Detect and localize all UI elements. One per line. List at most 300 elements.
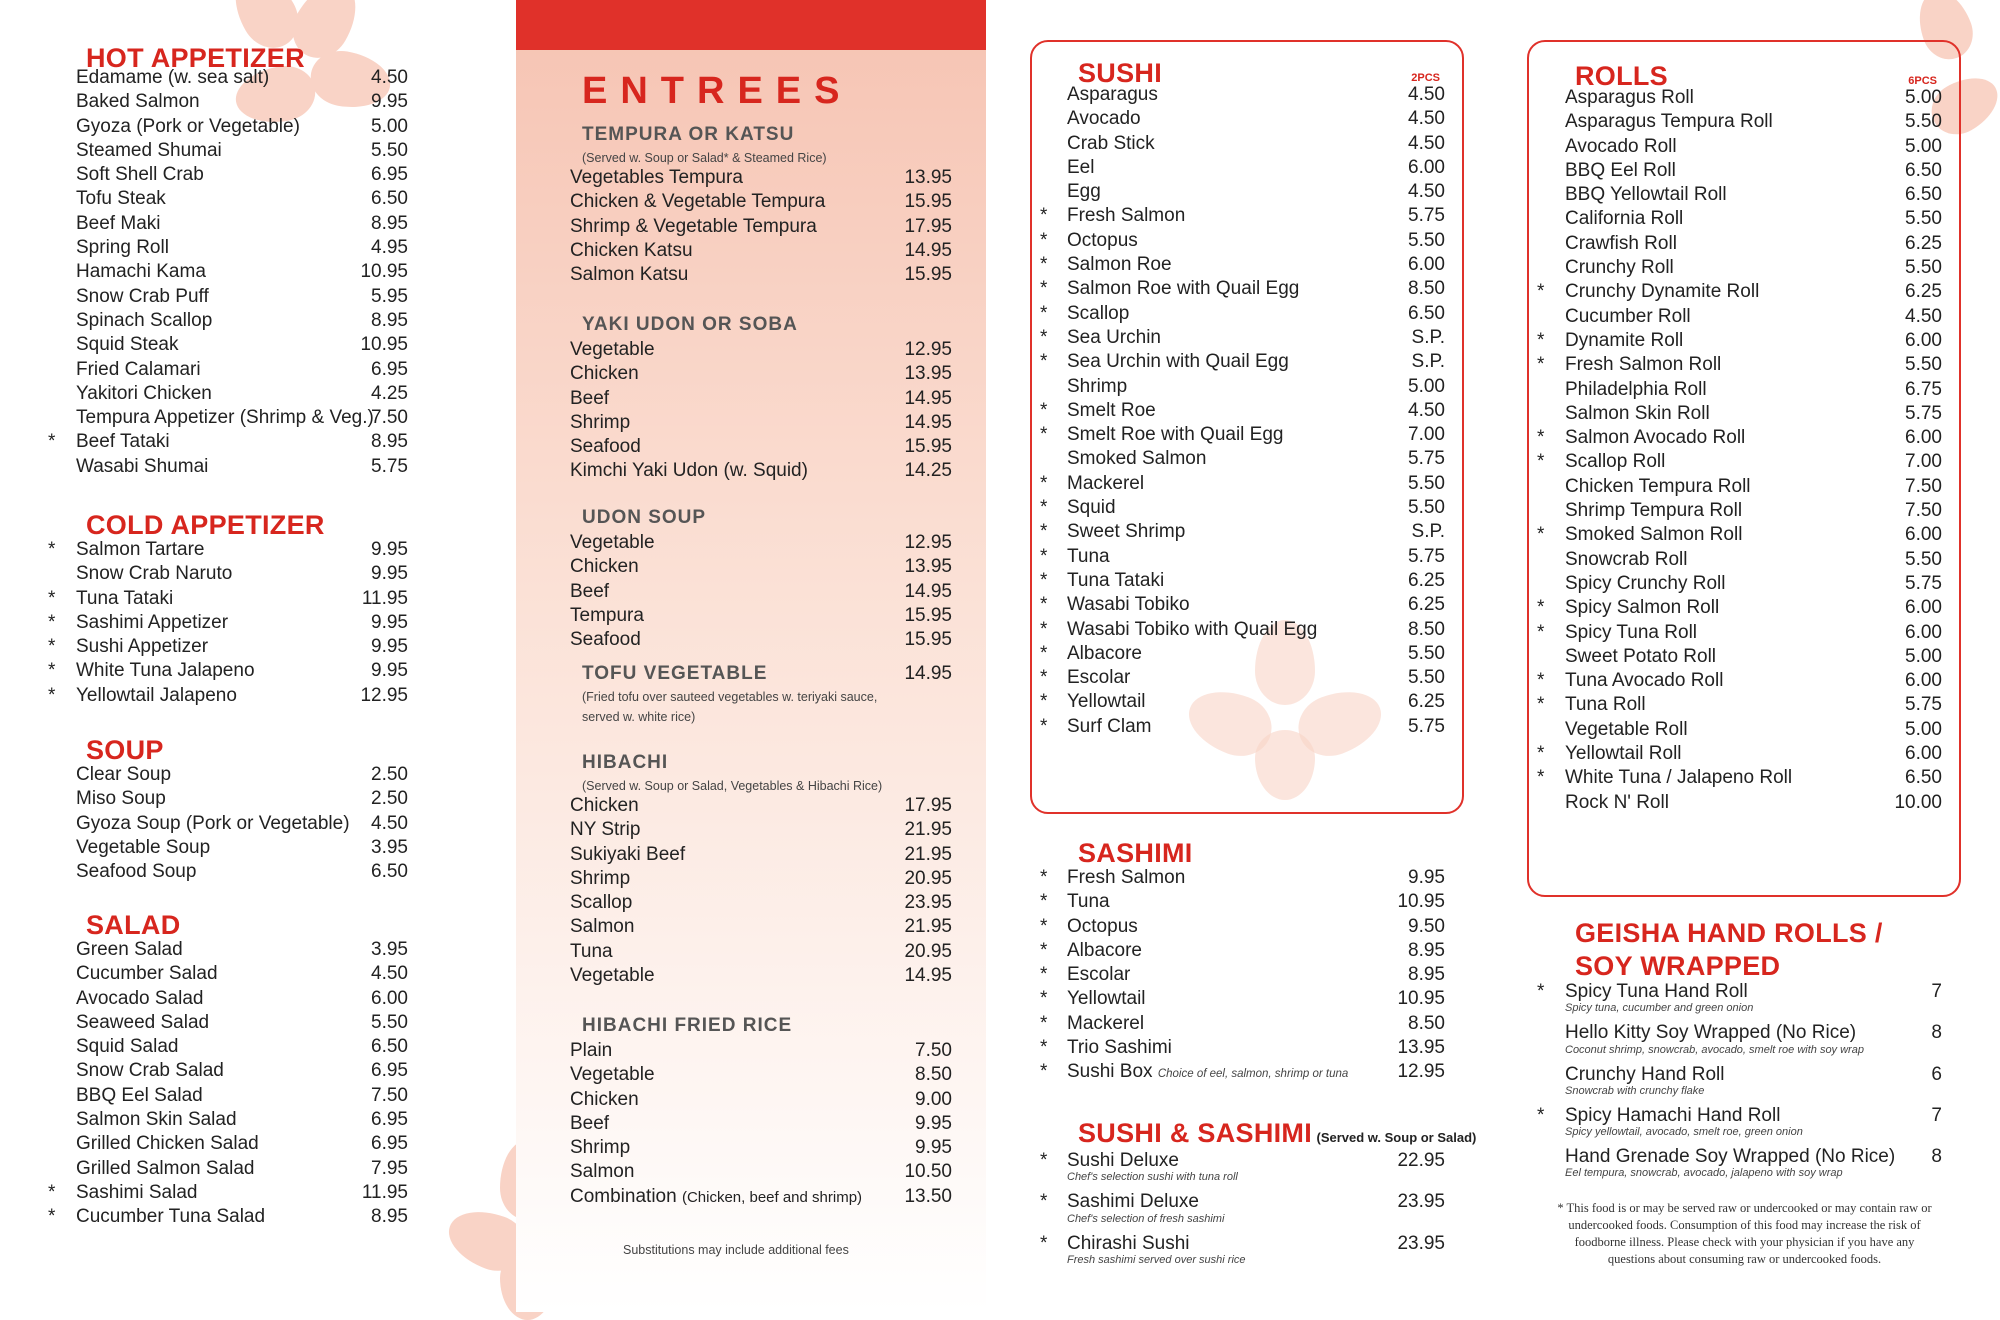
menu-item <box>516 190 986 214</box>
item-name: BBQ Yellowtail Roll <box>1565 184 1727 206</box>
menu-item <box>48 659 458 683</box>
item-name: Octopus <box>1067 229 1138 251</box>
item-price: 5.00 <box>371 115 408 137</box>
subsection-title: TOFU VEGETABLE <box>582 663 768 684</box>
menu-item <box>1040 399 1455 423</box>
item-name: Soft Shell Crab <box>76 164 204 186</box>
item-price: 8.95 <box>371 309 408 331</box>
item-name: Salmon <box>570 916 635 938</box>
portion-label: 2PCS <box>1411 72 1440 84</box>
section-title: SASHIMI <box>1078 838 1193 868</box>
disclaimer-line: undercooked foods. Consumption of this food may increase the risk of <box>1568 1218 1921 1232</box>
menu-item <box>1040 277 1455 301</box>
menu-item <box>48 187 458 211</box>
item-name: Hello Kitty Soy Wrapped (No Rice) <box>1565 1022 1857 1044</box>
item-price: 6.95 <box>371 164 408 186</box>
menu-item <box>516 940 986 964</box>
item-name: Avocado Salad <box>76 987 204 1009</box>
menu-item <box>1537 523 1952 547</box>
item-price: S.P. <box>1411 351 1445 373</box>
menu-item <box>1040 642 1455 666</box>
menu-item <box>48 763 458 787</box>
menu-item <box>1537 1104 1952 1139</box>
raw-indicator: * <box>1040 667 1048 689</box>
item-name: Wasabi Tobiko with Quail Egg <box>1067 618 1318 640</box>
item-name: Vegetable <box>570 965 655 987</box>
section-sushi-and-sashimi <box>1040 1118 1477 1273</box>
item-name: Philadelphia Roll <box>1565 378 1707 400</box>
item-name: Sushi Deluxe <box>1067 1150 1179 1171</box>
item-price: 7.50 <box>1905 500 1942 522</box>
raw-indicator: * <box>1040 205 1048 227</box>
item-name: Salmon Avocado Roll <box>1565 427 1746 449</box>
item-name: Escolar <box>1067 964 1131 986</box>
item-name: Mackerel <box>1067 472 1145 494</box>
disclaimer-line: questions about consuming raw or undercooked foods. <box>1607 1252 1882 1266</box>
item-price: 20.95 <box>904 867 952 889</box>
item-price: 21.95 <box>904 916 952 938</box>
raw-indicator: * <box>1040 1037 1048 1059</box>
item-name: Cucumber Tuna Salad <box>76 1206 266 1228</box>
raw-indicator: * <box>1040 229 1048 251</box>
raw-indicator: * <box>1040 618 1048 640</box>
menu-item <box>48 962 458 986</box>
item-name: Cucumber Roll <box>1565 305 1691 327</box>
menu-item <box>1537 280 1952 304</box>
item-name: Surf Clam <box>1067 715 1152 737</box>
raw-indicator: * <box>1537 1104 1545 1126</box>
subsection-note: served w. white rice) <box>582 710 696 724</box>
menu-item <box>48 587 458 611</box>
item-name: Sashimi Salad <box>76 1181 198 1203</box>
menu-item <box>516 843 986 867</box>
item-price: 4.50 <box>1408 132 1445 154</box>
item-price: 6.25 <box>1905 281 1942 303</box>
item-description: Coconut shrimp, snowcrab, avocado, smelt roe with soy wrap <box>1565 1043 1864 1056</box>
disclaimer-line: foodborne illness. Please check with your physician if you have any <box>1574 1235 1915 1249</box>
item-name: Shrimp Tempura Roll <box>1565 500 1743 522</box>
section-title: GEISHA HAND ROLLS / <box>1575 918 1883 948</box>
menu-item <box>1040 890 1455 914</box>
menu-item <box>48 938 458 962</box>
menu-item <box>1040 180 1455 204</box>
item-price: 6 <box>1931 1063 1942 1085</box>
item-name: Yellowtail <box>1067 988 1146 1010</box>
menu-item <box>516 338 986 362</box>
menu-item <box>1040 1012 1455 1036</box>
subsection-hibachi <box>516 752 986 988</box>
item-price: 13.95 <box>904 167 952 188</box>
item-name: Beef <box>570 387 610 409</box>
item-name: Egg <box>1067 181 1101 203</box>
item-name: Snow Crab Salad <box>76 1060 224 1082</box>
item-name: Scallop Roll <box>1565 451 1666 473</box>
raw-indicator: * <box>1040 254 1048 276</box>
item-price: 6.00 <box>1408 254 1445 276</box>
raw-food-disclaimer <box>1537 1200 1952 1268</box>
menu-item <box>48 212 458 236</box>
subsection-title: TEMPURA OR KATSU <box>582 124 795 145</box>
item-name: Spicy Salmon Roll <box>1565 597 1720 619</box>
item-name: BBQ Eel Roll <box>1565 159 1676 181</box>
item-price: 6.00 <box>1905 597 1942 619</box>
item-price: 6.95 <box>371 1109 408 1131</box>
raw-indicator: * <box>1040 891 1048 913</box>
item-price: 6.00 <box>1905 329 1942 351</box>
menu-item <box>1537 718 1952 742</box>
item-price: 6.95 <box>371 1060 408 1082</box>
subsection-udon-soup <box>516 507 986 652</box>
raw-indicator: * <box>1537 981 1545 1002</box>
item-name: Escolar <box>1067 667 1131 689</box>
item-price: 6.50 <box>1905 184 1942 206</box>
item-name: Miso Soup <box>76 788 166 810</box>
item-description: Spicy tuna, cucumber and green onion <box>1565 1002 1754 1015</box>
item-price: 7.95 <box>371 1157 408 1179</box>
item-price: 6.50 <box>371 861 408 883</box>
section-title: HOT APPETIZER <box>86 43 305 73</box>
item-price: 12.95 <box>904 532 952 553</box>
raw-indicator: * <box>48 660 56 682</box>
subsection-note: (Served w. Soup or Salad* & Steamed Rice) <box>582 151 827 165</box>
item-name: Yellowtail Roll <box>1565 743 1682 765</box>
item-name: Sweet Potato Roll <box>1565 645 1717 667</box>
menu-item <box>1537 183 1952 207</box>
section-title: SALAD <box>86 910 181 940</box>
item-name: Gyoza (Pork or Vegetable) <box>76 115 300 137</box>
menu-item <box>48 333 458 357</box>
item-price: 13.95 <box>904 556 952 578</box>
item-name: Vegetable Soup <box>76 836 211 858</box>
entrees-title: ENTREES <box>582 70 853 112</box>
section-title: SOY WRAPPED <box>1575 951 1781 981</box>
menu-item <box>48 987 458 1011</box>
item-name: Salmon Roe <box>1067 254 1172 276</box>
item-name: Sea Urchin with Quail Egg <box>1067 351 1289 373</box>
menu-item <box>1040 1036 1455 1060</box>
item-price: 14.95 <box>904 965 952 987</box>
menu-item <box>48 285 458 309</box>
menu-item <box>1040 939 1455 963</box>
raw-indicator: * <box>1537 329 1545 351</box>
menu-item <box>516 435 986 459</box>
menu-item <box>1537 669 1952 693</box>
menu-item <box>516 1112 986 1136</box>
menu-item <box>1040 302 1455 326</box>
section-sashimi <box>1040 840 1455 1085</box>
item-name: Tuna <box>1067 545 1110 567</box>
menu-item <box>1537 645 1952 669</box>
item-price: 5.00 <box>1905 87 1942 108</box>
item-price: 4.50 <box>1408 84 1445 105</box>
raw-indicator: * <box>1040 1150 1048 1171</box>
column-entrees <box>516 0 986 1312</box>
item-price: 6.50 <box>1408 302 1445 324</box>
section-cold-appetizer <box>48 512 458 708</box>
menu-item <box>48 260 458 284</box>
item-name: Beef Maki <box>76 212 161 234</box>
menu-item <box>1040 593 1455 617</box>
item-price: 8.50 <box>1408 278 1445 300</box>
item-price: 5.75 <box>1408 205 1445 227</box>
item-price: 6.50 <box>371 188 408 210</box>
menu-item <box>516 239 986 263</box>
item-price: 6.00 <box>1905 670 1942 692</box>
menu-item <box>48 787 458 811</box>
item-price: 5.50 <box>1408 229 1445 251</box>
item-price: 3.95 <box>371 939 408 960</box>
raw-indicator: * <box>1040 278 1048 300</box>
item-price: 6.00 <box>1905 621 1942 643</box>
menu-item <box>1537 353 1952 377</box>
raw-indicator: * <box>1040 1012 1048 1034</box>
menu-item <box>1040 253 1455 277</box>
item-price: 23.95 <box>1397 1191 1445 1213</box>
raw-indicator: * <box>48 431 56 453</box>
item-price: 5.00 <box>1408 375 1445 397</box>
item-name: Vegetable Roll <box>1565 718 1688 740</box>
subsection-note: (Served w. Soup or Salad, Vegetables & Hibachi Rice) <box>582 779 883 793</box>
item-description: Chef's selection of fresh sashimi <box>1067 1212 1225 1225</box>
menu-item <box>48 1157 458 1181</box>
raw-indicator: * <box>48 684 56 706</box>
menu-item <box>516 387 986 411</box>
menu-item <box>516 580 986 604</box>
item-price: 9.95 <box>371 563 408 585</box>
raw-indicator: * <box>1040 1191 1048 1213</box>
item-name: Tofu Steak <box>76 188 166 210</box>
item-name: Smoked Salmon <box>1067 448 1207 470</box>
item-name: Mackerel <box>1067 1012 1145 1034</box>
item-price: 6.95 <box>371 1133 408 1155</box>
section-soup <box>48 737 458 884</box>
item-name: Chicken Katsu <box>570 239 693 261</box>
item-price: 6.00 <box>371 987 408 1009</box>
menu-item <box>48 455 458 479</box>
menu-item <box>48 684 458 708</box>
item-price: 6.50 <box>1905 159 1942 181</box>
item-name: Smelt Roe <box>1067 399 1156 421</box>
item-name: Crawfish Roll <box>1565 232 1677 254</box>
item-price: 20.95 <box>904 940 952 962</box>
menu-item <box>516 867 986 891</box>
item-price: 4.50 <box>371 67 408 88</box>
item-price: 6.50 <box>371 1036 408 1058</box>
menu-item <box>48 90 458 114</box>
item-name: Fresh Salmon <box>1067 867 1186 888</box>
raw-indicator: * <box>1537 281 1545 303</box>
menu-item <box>48 309 458 333</box>
item-name: Tempura Appetizer (Shrimp & Veg.) <box>76 407 374 429</box>
item-price: 10.95 <box>360 334 408 356</box>
section-note: (Served w. Soup or Salad) <box>1316 1130 1477 1145</box>
subsection-title: UDON SOUP <box>582 507 707 528</box>
item-price: 6.00 <box>1905 524 1942 546</box>
raw-indicator: * <box>1040 472 1048 494</box>
menu-item <box>1537 305 1952 329</box>
menu-item <box>516 1039 986 1063</box>
item-name: Cucumber Salad <box>76 963 218 985</box>
menu-item <box>48 1059 458 1083</box>
item-name: Grilled Salmon Salad <box>76 1157 255 1179</box>
menu-item <box>516 915 986 939</box>
item-name: Squid Steak <box>76 334 179 356</box>
raw-indicator: * <box>1040 521 1048 543</box>
menu-item <box>48 382 458 406</box>
item-name: Spicy Tuna Roll <box>1565 621 1698 643</box>
item-price: 5.50 <box>371 1011 408 1033</box>
item-name: Squid Salad <box>76 1036 179 1058</box>
menu-item <box>48 611 458 635</box>
item-price: 8.95 <box>371 212 408 234</box>
item-name: Sushi Box <box>1067 1061 1153 1083</box>
raw-indicator: * <box>48 636 56 658</box>
menu-item <box>1040 204 1455 228</box>
menu-item <box>48 635 458 659</box>
menu-item <box>516 166 986 190</box>
menu-item <box>1040 715 1455 739</box>
item-price: 5.00 <box>1905 645 1942 667</box>
item-price: 5.75 <box>1905 694 1942 716</box>
item-price: 5.50 <box>1408 667 1445 689</box>
section-geisha-hand-rolls <box>1537 920 1952 1186</box>
menu-item <box>516 215 986 239</box>
menu-item <box>48 1011 458 1035</box>
item-name: Tuna Avocado Roll <box>1565 670 1724 692</box>
item-name: Snowcrab Roll <box>1565 548 1688 570</box>
item-name: Sukiyaki Beef <box>570 843 686 865</box>
menu-item <box>1040 1190 1455 1225</box>
item-price: 7 <box>1931 981 1942 1002</box>
item-name: Tempura <box>570 604 644 626</box>
item-name: Vegetables Tempura <box>570 167 743 188</box>
menu-item <box>1040 690 1455 714</box>
item-price: 14.95 <box>904 663 952 684</box>
menu-item <box>1537 742 1952 766</box>
item-price: 12.95 <box>1397 1061 1445 1083</box>
item-name: Grilled Chicken Salad <box>76 1133 259 1155</box>
item-name: Fresh Salmon Roll <box>1565 354 1722 376</box>
menu-item <box>1537 159 1952 183</box>
item-name: Chicken <box>570 795 639 816</box>
item-price: 5.50 <box>1905 354 1942 376</box>
item-name: Chicken <box>570 556 639 578</box>
item-price: 10.50 <box>904 1161 952 1183</box>
item-name: Smoked Salmon Roll <box>1565 524 1743 546</box>
item-price: 8.95 <box>1408 939 1445 961</box>
menu-item <box>48 1084 458 1108</box>
menu-item <box>516 263 986 287</box>
menu-item: * Sushi Box Choice of eel, salmon, shrimp or tuna 12.95 <box>1040 1060 1455 1084</box>
item-name: Crunchy Hand Roll <box>1565 1063 1725 1085</box>
item-price: 8.50 <box>1408 1012 1445 1034</box>
item-price: 5.75 <box>1408 715 1445 737</box>
item-name: NY Strip <box>570 819 641 841</box>
item-name: Edamame (w. sea salt) <box>76 67 270 88</box>
menu-item <box>48 66 458 90</box>
item-price: 17.95 <box>904 795 952 816</box>
item-price: 14.95 <box>904 387 952 409</box>
menu-item <box>516 459 986 483</box>
item-price: 14.25 <box>904 460 952 482</box>
item-price: 5.50 <box>1905 111 1942 133</box>
item-name: Fresh Salmon <box>1067 205 1186 227</box>
raw-indicator: * <box>1040 326 1048 348</box>
item-price: 8.95 <box>371 1206 408 1228</box>
menu-item <box>1537 980 1952 1015</box>
menu-item <box>516 555 986 579</box>
menu-item <box>1040 447 1455 471</box>
menu-item <box>1537 329 1952 353</box>
item-name: Baked Salmon <box>76 91 200 113</box>
menu-item <box>1040 987 1455 1011</box>
item-name: Beef <box>570 1112 610 1134</box>
item-name: Spicy Crunchy Roll <box>1565 572 1726 594</box>
raw-indicator: * <box>1040 497 1048 519</box>
item-name: Chicken <box>570 1088 639 1110</box>
menu-item <box>1537 499 1952 523</box>
item-price: 7.50 <box>915 1040 952 1061</box>
item-price: 6.00 <box>1905 743 1942 765</box>
raw-indicator: * <box>1040 691 1048 713</box>
item-name: Yakitori Chicken <box>76 382 212 404</box>
menu-item <box>1537 207 1952 231</box>
menu-item <box>516 411 986 435</box>
item-price: 9.50 <box>1408 915 1445 937</box>
raw-indicator: * <box>1040 867 1048 888</box>
menu-item <box>1040 666 1455 690</box>
item-price: 4.50 <box>371 963 408 985</box>
item-name: Asparagus Tempura Roll <box>1565 111 1773 133</box>
item-name: Chicken Tempura Roll <box>1565 475 1751 497</box>
raw-indicator: * <box>1537 670 1545 692</box>
raw-indicator: * <box>1537 451 1545 473</box>
raw-indicator: * <box>48 1181 56 1203</box>
section-title: SUSHI <box>1078 58 1163 88</box>
item-price: 5.75 <box>1408 448 1445 470</box>
item-name: BBQ Eel Salad <box>76 1084 203 1106</box>
item-name: Wasabi Shumai <box>76 455 209 477</box>
item-name: Avocado Roll <box>1565 135 1677 157</box>
menu-item <box>48 115 458 139</box>
raw-indicator: * <box>48 611 56 633</box>
item-description: Snowcrab with crunchy flake <box>1565 1084 1705 1097</box>
item-name: Chirashi Sushi <box>1067 1232 1190 1254</box>
item-price: 11.95 <box>361 1181 408 1203</box>
item-name: Shrimp <box>570 867 631 889</box>
item-price: 9.95 <box>1408 867 1445 888</box>
section-title: SUSHI & SASHIMI <box>1078 1118 1313 1148</box>
item-price: 9.95 <box>915 1137 952 1159</box>
raw-indicator: * <box>1537 694 1545 716</box>
item-price: 15.95 <box>904 629 952 651</box>
menu-item <box>1537 766 1952 790</box>
item-name: Snow Crab Puff <box>76 285 209 307</box>
subsection-yaki-udon <box>516 314 986 484</box>
raw-indicator: * <box>1040 1232 1048 1254</box>
item-description: Eel tempura, snowcrab, avocado, jalapeno with soy wrap <box>1565 1167 1843 1180</box>
menu-item <box>1040 326 1455 350</box>
item-price: 5.75 <box>1905 572 1942 594</box>
raw-indicator: * <box>1040 964 1048 986</box>
item-price: 4.25 <box>371 382 408 404</box>
menu-item <box>1040 915 1455 939</box>
item-name: Shrimp <box>570 1137 631 1159</box>
raw-indicator: * <box>1040 715 1048 737</box>
raw-indicator: * <box>1040 594 1048 616</box>
menu-item <box>1040 132 1455 156</box>
item-name: Kimchi Yaki Udon (w. Squid) <box>570 460 808 482</box>
